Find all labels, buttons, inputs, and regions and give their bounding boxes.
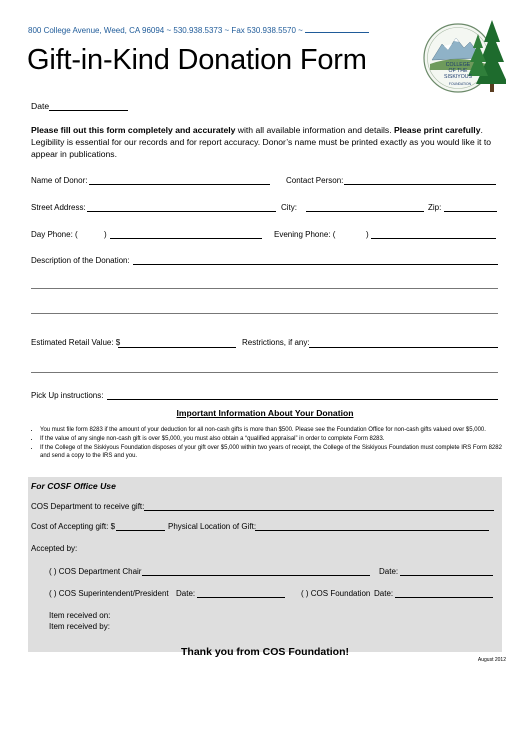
superintendent-date-field[interactable]: [197, 597, 285, 598]
foundation-option[interactable]: ( ) COS Foundation: [301, 589, 371, 598]
date-field[interactable]: [49, 110, 128, 111]
cost-label: Cost of Accepting gift: $: [31, 522, 116, 531]
chair-date-label: Date:: [379, 567, 399, 576]
date-label: Date: [31, 101, 50, 111]
zip-label: Zip:: [428, 203, 442, 212]
chair-date-field[interactable]: [400, 575, 493, 576]
logo-text-siskiyous: SISKIYOUS: [444, 74, 472, 80]
department-field[interactable]: [144, 510, 494, 511]
office-use-heading: For COSF Office Use: [31, 481, 116, 491]
street-address-field[interactable]: [87, 211, 276, 212]
evening-phone-label: Evening Phone: (: [274, 230, 336, 239]
description-field-line-2[interactable]: [31, 288, 498, 289]
foundation-date-field[interactable]: [395, 597, 493, 598]
received-on-label: Item received on:: [49, 611, 111, 620]
zip-field[interactable]: [444, 211, 497, 212]
form-title: Gift-in-Kind Donation Form: [27, 44, 367, 76]
intro-bold-2: Please print carefully: [394, 125, 481, 135]
contact-person-label: Contact Person:: [286, 176, 344, 185]
contact-person-field[interactable]: [344, 184, 496, 185]
superintendent-date-label: Date:: [176, 589, 196, 598]
location-field[interactable]: [255, 530, 489, 531]
foundation-date-label: Date:: [374, 589, 394, 598]
email-line: [305, 26, 369, 33]
department-label: COS Department to receive gift:: [31, 502, 145, 511]
evening-phone-close-paren: ): [366, 230, 369, 239]
chair-option[interactable]: ( ) COS Department Chair: [49, 567, 142, 576]
estimated-value-field[interactable]: [118, 347, 236, 348]
logo-text-college: COLLEGE: [445, 62, 471, 68]
contact-text: 800 College Avenue, Weed, CA 96094 ~ 530.938.5373 ~ Fax 530.938.5570 ~: [28, 26, 303, 35]
received-by-label: Item received by:: [49, 622, 110, 631]
day-phone-label: Day Phone: (: [31, 230, 78, 239]
intro-text-2: . Legibility is essential for our records and for report accuracy. Donor’s name must be printed exactly as you would like it to appear in publications.: [31, 125, 491, 159]
intro-text-1: with all available information and details.: [235, 125, 395, 135]
thank-you-message: Thank you from COS Foundation!: [181, 646, 349, 658]
description-field-line-1[interactable]: [133, 264, 498, 265]
restrictions-label: Restrictions, if any:: [242, 338, 310, 347]
city-field[interactable]: [306, 211, 424, 212]
pickup-label: Pick Up instructions:: [31, 391, 104, 400]
important-info-heading: Important Information About Your Donation: [176, 408, 354, 418]
name-of-donor-label: Name of Donor:: [31, 176, 88, 185]
evening-phone-field[interactable]: [371, 238, 496, 239]
info-bullet: • You must file form 8283 if the amount of your deduction for all non-cash gifts is more than $500. Please see the Foundation Office for non-cash gifts valued over $5,000.: [40, 426, 510, 434]
intro-bold-1: Please fill out this form completely and accurately: [31, 125, 236, 135]
superintendent-option[interactable]: ( ) COS Superintendent/President: [49, 589, 169, 598]
logo-text-of-the: OF THE: [448, 68, 468, 74]
restrictions-field-line-2[interactable]: [31, 372, 498, 373]
city-label: City:: [281, 203, 297, 212]
intro-paragraph: [31, 124, 501, 160]
accepted-by-label: Accepted by:: [31, 544, 78, 553]
day-phone-close-paren: ): [104, 230, 107, 239]
cost-field[interactable]: [116, 530, 165, 531]
chair-signature-field[interactable]: [142, 575, 370, 576]
day-phone-field[interactable]: [110, 238, 262, 239]
location-label: Physical Location of Gift:: [168, 522, 257, 531]
logo-text-foundation: FOUNDATION: [448, 82, 472, 86]
restrictions-field[interactable]: [309, 347, 498, 348]
description-field-line-3[interactable]: [31, 313, 498, 314]
estimated-value-label: Estimated Retail Value: $: [31, 338, 121, 347]
header-contact-line: [28, 26, 369, 35]
name-of-donor-field[interactable]: [89, 184, 270, 185]
info-bullet: • If the value of any single non-cash gift is over $5,000, you must also obtain a “qualified appraisal” in order to complete Form 8283.: [40, 435, 510, 443]
college-of-the-siskiyous-foundation-logo: [420, 14, 506, 98]
pickup-field[interactable]: [107, 399, 498, 400]
street-address-label: Street Address:: [31, 203, 86, 212]
revision-date: August 2012: [477, 657, 506, 663]
important-info-list: [24, 426, 510, 461]
description-label: Description of the Donation:: [31, 256, 130, 265]
info-bullet: • If the College of the Siskiyous Foundation disposes of your gift over $5,000 within two years of receipt, the College of the Siskiyous Foundation must complete IRS Form 8282 and send a copy to the IRS and you.: [40, 444, 510, 460]
